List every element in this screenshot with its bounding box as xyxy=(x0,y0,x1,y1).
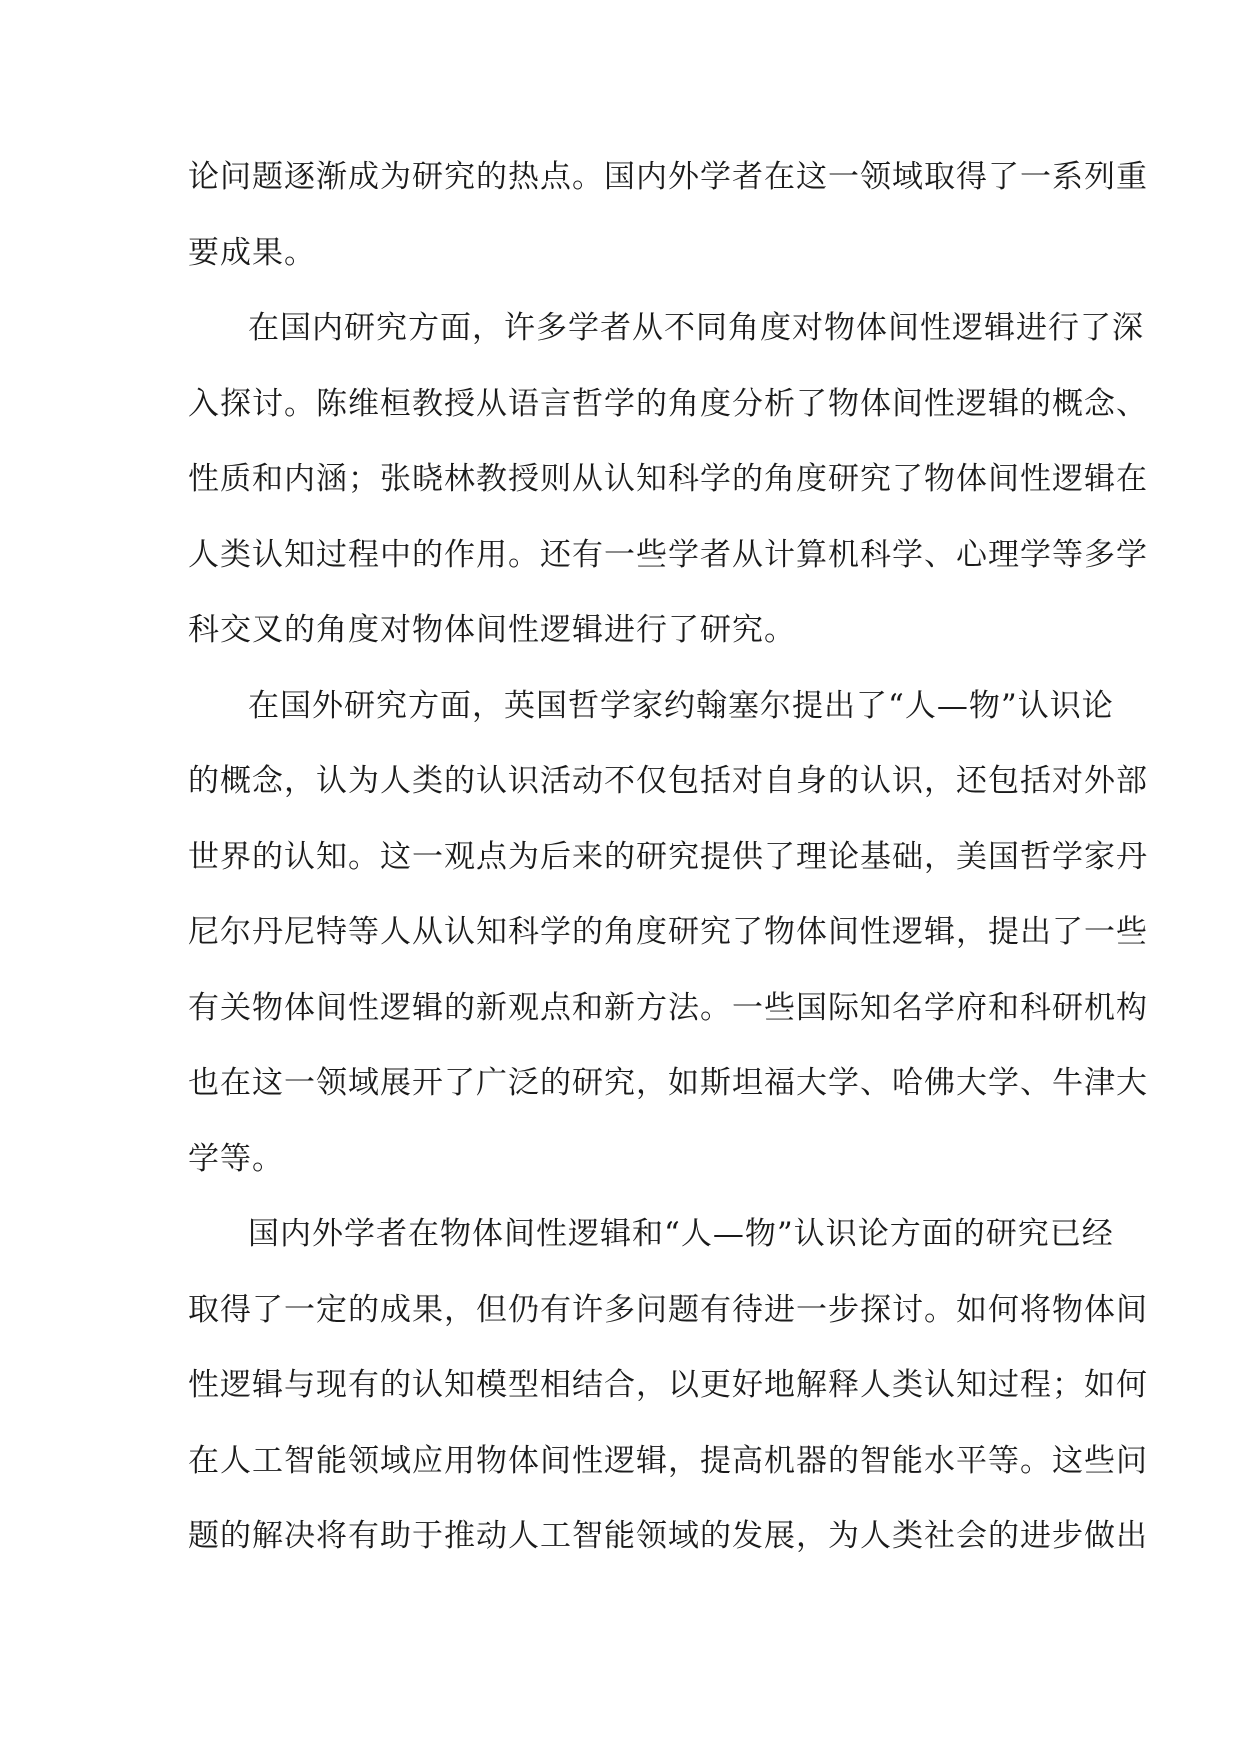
text-line: 有关物体间性逻辑的新观点和新方法。一些国际知名学府和科研机构 xyxy=(188,989,1148,1026)
body-text xyxy=(188,145,1148,1580)
text-line: 学等。 xyxy=(188,1140,284,1177)
text-line: 入探讨。陈维桓教授从语言哲学的角度分析了物体间性逻辑的概念、 xyxy=(188,385,1148,422)
text-line: 也在这一领域展开了广泛的研究，如斯坦福大学、哈佛大学、牛津大 xyxy=(188,1065,1148,1101)
text-line: 世界的认知。这一观点为后来的研究提供了理论基础，美国哲学家丹 xyxy=(188,838,1148,875)
text-line: 题的解决将有助于推动人工智能领域的发展，为人类社会的进步做出 xyxy=(188,1518,1148,1554)
paragraph-first-line: 国内外学者在物体间性逻辑和“人—物”认识论方面的研究已经 xyxy=(248,1216,1114,1252)
text-line: 论问题逐渐成为研究的热点。国内外学者在这一领域取得了一系列重 xyxy=(188,159,1148,195)
text-line: 性质和内涵；张晓林教授则从认知科学的角度研究了物体间性逻辑在 xyxy=(188,461,1148,497)
text-line: 取得了一定的成果，但仍有许多问题有待进一步探讨。如何将物体间 xyxy=(188,1291,1148,1328)
paragraph-first-line: 在国外研究方面，英国哲学家约翰塞尔提出了“人—物”认识论 xyxy=(248,687,1114,724)
text-line: 要成果。 xyxy=(188,234,316,271)
text-line: 科交叉的角度对物体间性逻辑进行了研究。 xyxy=(188,612,796,648)
text-line: 性逻辑与现有的认知模型相结合，以更好地解释人类认知过程；如何 xyxy=(188,1367,1148,1403)
text-line: 在人工智能领域应用物体间性逻辑，提高机器的智能水平等。这些问 xyxy=(188,1442,1148,1479)
text-line: 尼尔丹尼特等人从认知科学的角度研究了物体间性逻辑，提出了一些 xyxy=(188,914,1148,950)
paragraph-first-line: 在国内研究方面，许多学者从不同角度对物体间性逻辑进行了深 xyxy=(248,310,1144,346)
text-line: 人类认知过程中的作用。还有一些学者从计算机科学、心理学等多学 xyxy=(188,536,1148,573)
text-line: 的概念，认为人类的认识活动不仅包括对自身的认识，还包括对外部 xyxy=(188,763,1148,799)
